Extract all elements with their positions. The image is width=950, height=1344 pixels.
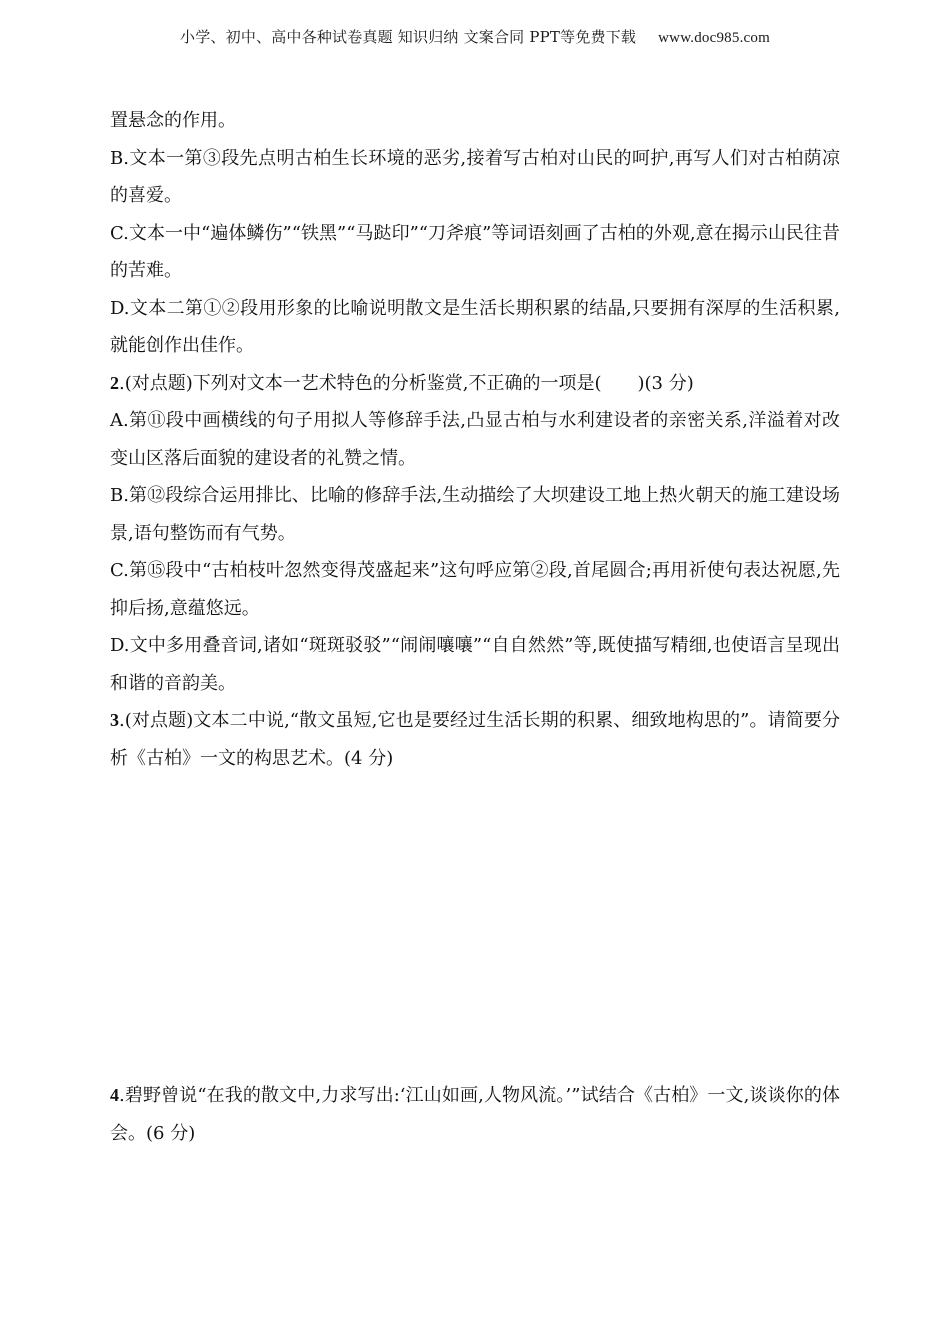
q2-option-b: B.第⑫段综合运用排比、比喻的修辞手法,生动描绘了大坝建设工地上热火朝天的施工建设场景,语句整饬而有气势。 <box>110 485 840 544</box>
page-header <box>0 26 950 47</box>
q2-option-d: D.文中多用叠音词,诸如“斑斑驳驳”“闹闹嚷嚷”“自自然然”等,既使描写精细,也使语言呈现出和谐的音韵美。 <box>110 635 840 694</box>
option-c: C.文本一中“遍体鳞伤”“铁黑”“马跶印”“刀斧痕”等词语刻画了古柏的外观,意在揭示山民往昔的苦难。 <box>110 222 840 281</box>
header-url: www.doc985.com <box>658 30 770 46</box>
q2-option-c: C.第⑮段中“古柏枝叶忽然变得茂盛起来”这句呼应第②段,首尾圆合;再用祈使句表达祝愿,先抑后扬,意蕴悠远。 <box>110 560 840 619</box>
page-content <box>110 102 840 1152</box>
option-a-continuation: 置悬念的作用。 <box>110 110 236 131</box>
question-text: .(对点题)文本二中说,“散文虽短,它也是要经过生活长期的积累、细致地构思的”。请简要分析《古柏》一文的构思艺术。(4 分) <box>110 710 840 769</box>
question-4-stem <box>110 1077 840 1152</box>
question-2-stem <box>110 365 840 403</box>
question-3-stem <box>110 702 840 777</box>
question-number: 3 <box>110 710 119 730</box>
header-text: 小学、初中、高中各种试卷真题 知识归纳 文案合同 PPT等免费下载 <box>180 28 637 46</box>
q2-option-a: A.第⑪段中画横线的句子用拟人等修辞手法,凸显古柏与水利建设者的亲密关系,洋溢着对改变山区落后面貌的建设者的礼赞之情。 <box>110 410 840 469</box>
question-number: 2 <box>110 372 119 393</box>
question-number: 4 <box>110 1085 119 1105</box>
option-d: D.文本二第①②段用形象的比喻说明散文是生活长期积累的结晶,只要拥有深厚的生活积累,就能创作出佳作。 <box>110 297 840 356</box>
question-text: .碧野曾说“在我的散文中,力求写出:‘江山如画,人物风流。’”试结合《古柏》一文,谈谈你的体会。(6 分) <box>110 1085 840 1144</box>
answer-space[interactable] <box>110 777 840 1077</box>
question-text: .(对点题)下列对文本一艺术特色的分析鉴赏,不正确的一项是( )(3 分) <box>119 372 694 394</box>
option-b: B.文本一第③段先点明古柏生长环境的恶劣,接着写古柏对山民的呵护,再写人们对古柏荫凉的喜爱。 <box>110 147 840 206</box>
